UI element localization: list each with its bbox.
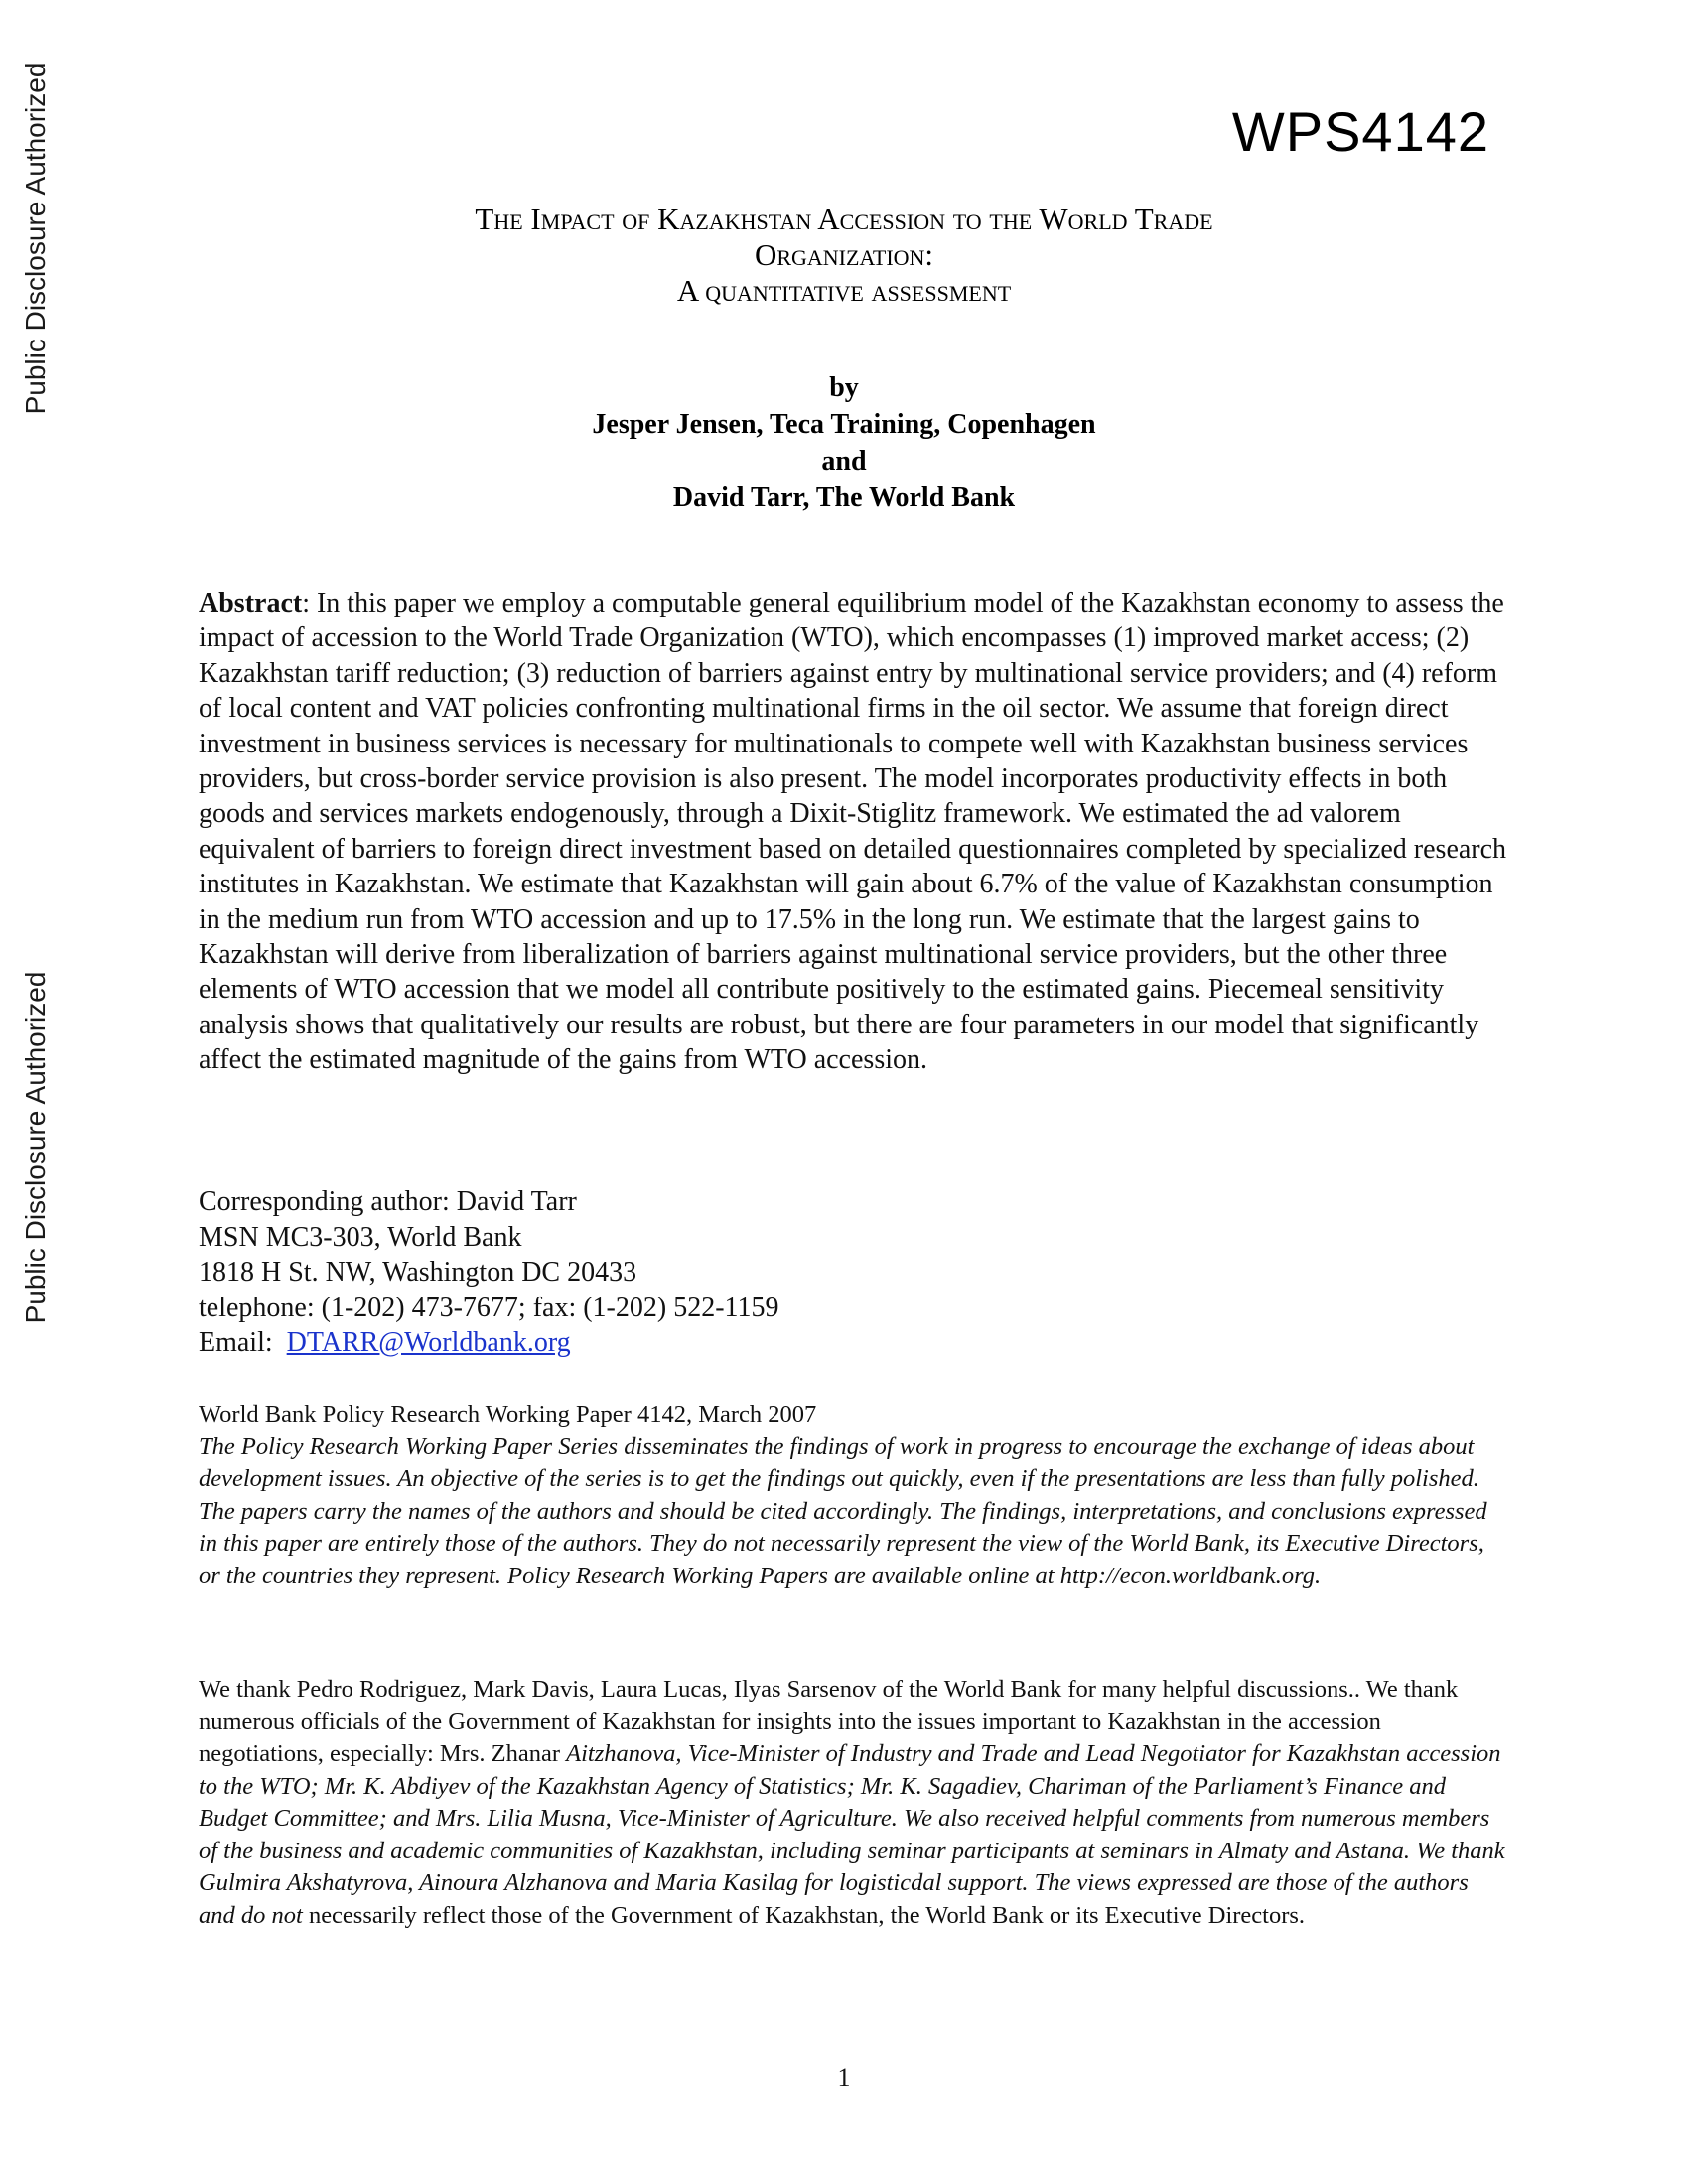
title-line-1: The Impact of Kazakhstan Accession to the World Trade — [475, 202, 1213, 236]
contact-block — [199, 1184, 1489, 1361]
ack-part-1: We thank Pedro Rodriguez, Mark Davis, Laura Lucas, Ilyas Sarsenov of the World Bank for many helpful discussions.. We thank numerous officials of the Government of Kazakhstan for insights into the issues important to Kazakhstan in the accession negotiations, especially: Mrs. Zhanar — [199, 1676, 1459, 1767]
contact-msn: MSN MC3-303, World Bank — [199, 1221, 522, 1253]
abstract-label: Abstract — [199, 588, 303, 618]
abstract-text: : In this paper we employ a computable general equilibrium model of the Kazakhstan economy to assess the impact of accession to the World Trade Organization (WTO), which encompasses (1) improved market access; (2) Kazakhstan tariff reduction; (3) reduction of barriers against entry by multinational service providers; and (4) reform of local content and VAT policies confronting multinational firms in the oil sector. We assume that foreign direct investment in business services is necessary for multinationals to compete well with Kazakhstan business services providers, but cross-border service provision is also present. The model incorporates productivity effects in both goods and services markets endogenously, through a Dixit-Stiglitz framework. We estimated the ad valorem equivalent of barriers to foreign direct investment based on detailed questionnaires completed by specialized research institutes in Kazakhstan. We estimate that Kazakhstan will gain about 6.7% of the value of Kazakhstan consumption in the medium run from WTO accession and up to 17.5% in the long run. We estimate that the largest gains to Kazakhstan will derive from liberalization of barriers against multinational service providers, but the other three elements of WTO accession that we model all contribute positively to the estimated gains. Piecemeal sensitivity analysis shows that qualitatively our results are robust, but there are four parameters in our model that significantly affect the estimated magnitude of the gains from WTO accession. — [199, 588, 1507, 1076]
abstract — [199, 586, 1509, 1078]
contact-address: 1818 H St. NW, Washington DC 20433 — [199, 1257, 637, 1288]
ack-part-3: necessarily reflect those of the Government of Kazakhstan, the World Bank or its Executive Directors. — [302, 1901, 1306, 1929]
page-number: 1 — [837, 2063, 851, 2092]
report-number: WPS4142 — [1231, 100, 1489, 163]
disclosure-stamp-top: Public Disclosure Authorized — [20, 62, 51, 415]
contact-phone: telephone: (1-202) 473-7677; fax: (1-202) 522-1159 — [199, 1292, 779, 1323]
title-line-2: Organization: — [754, 237, 934, 272]
author-2: David Tarr, The World Bank — [672, 482, 1016, 513]
email-link[interactable]: DTARR@Worldbank.org — [286, 1327, 571, 1358]
working-paper-citation: World Bank Policy Research Working Paper 4142, March 2007 — [199, 1401, 817, 1428]
corresponding-author: Corresponding author: David Tarr — [199, 1186, 577, 1217]
contact-email-line — [199, 1325, 1489, 1361]
authors — [199, 369, 1489, 516]
paper-title — [199, 202, 1489, 309]
authors-by: by — [829, 372, 859, 403]
email-label: Email: — [199, 1327, 273, 1358]
author-1: Jesper Jensen, Teca Training, Copenhagen — [592, 409, 1096, 440]
title-line-3: A quantitative assessment — [676, 273, 1012, 308]
ack-part-2: Aitzhanova, Vice-Minister of Industry and Trade and Lead Negotiator for Kazakhstan accession to the WTO; Mr. K. Abdiyev of the Kazakhstan Agency of Statistics; Mr. K. Sagadiev, Chariman of the Parliament’s Finance and Budget Committee; and Mrs. Lilia Musna, Vice-Minister of Agriculture. We also received helpful comments from numerous members of the business and academic communities of Kazakhstan, including seminar participants at seminars in Almaty and Astana. We thank Gulmira Akshatyrova, Ainoura Alzhanova and Maria Kasilag for logisticdal support. The views expressed are those of the authors and do not — [199, 1740, 1505, 1929]
disclosure-stamp-bottom: Public Disclosure Authorized — [20, 971, 51, 1324]
acknowledgements — [199, 1674, 1509, 1932]
working-paper-disclaimer: The Policy Research Working Paper Series disseminates the findings of work in progress to encourage the exchange of ideas about development issues. An objective of the series is to get the findings out quickly, even if the presentations are less than fully polished. The papers carry the names of the authors and should be cited accordingly. The findings, interpretations, and conclusions expressed in this paper are entirely those of the authors. They do not necessarily represent the view of the World Bank, its Executive Directors, or the countries they represent. Policy Research Working Papers are available online at http://econ.worldbank.org. — [199, 1433, 1487, 1589]
authors-and: and — [821, 446, 867, 477]
working-paper-note — [199, 1399, 1509, 1592]
